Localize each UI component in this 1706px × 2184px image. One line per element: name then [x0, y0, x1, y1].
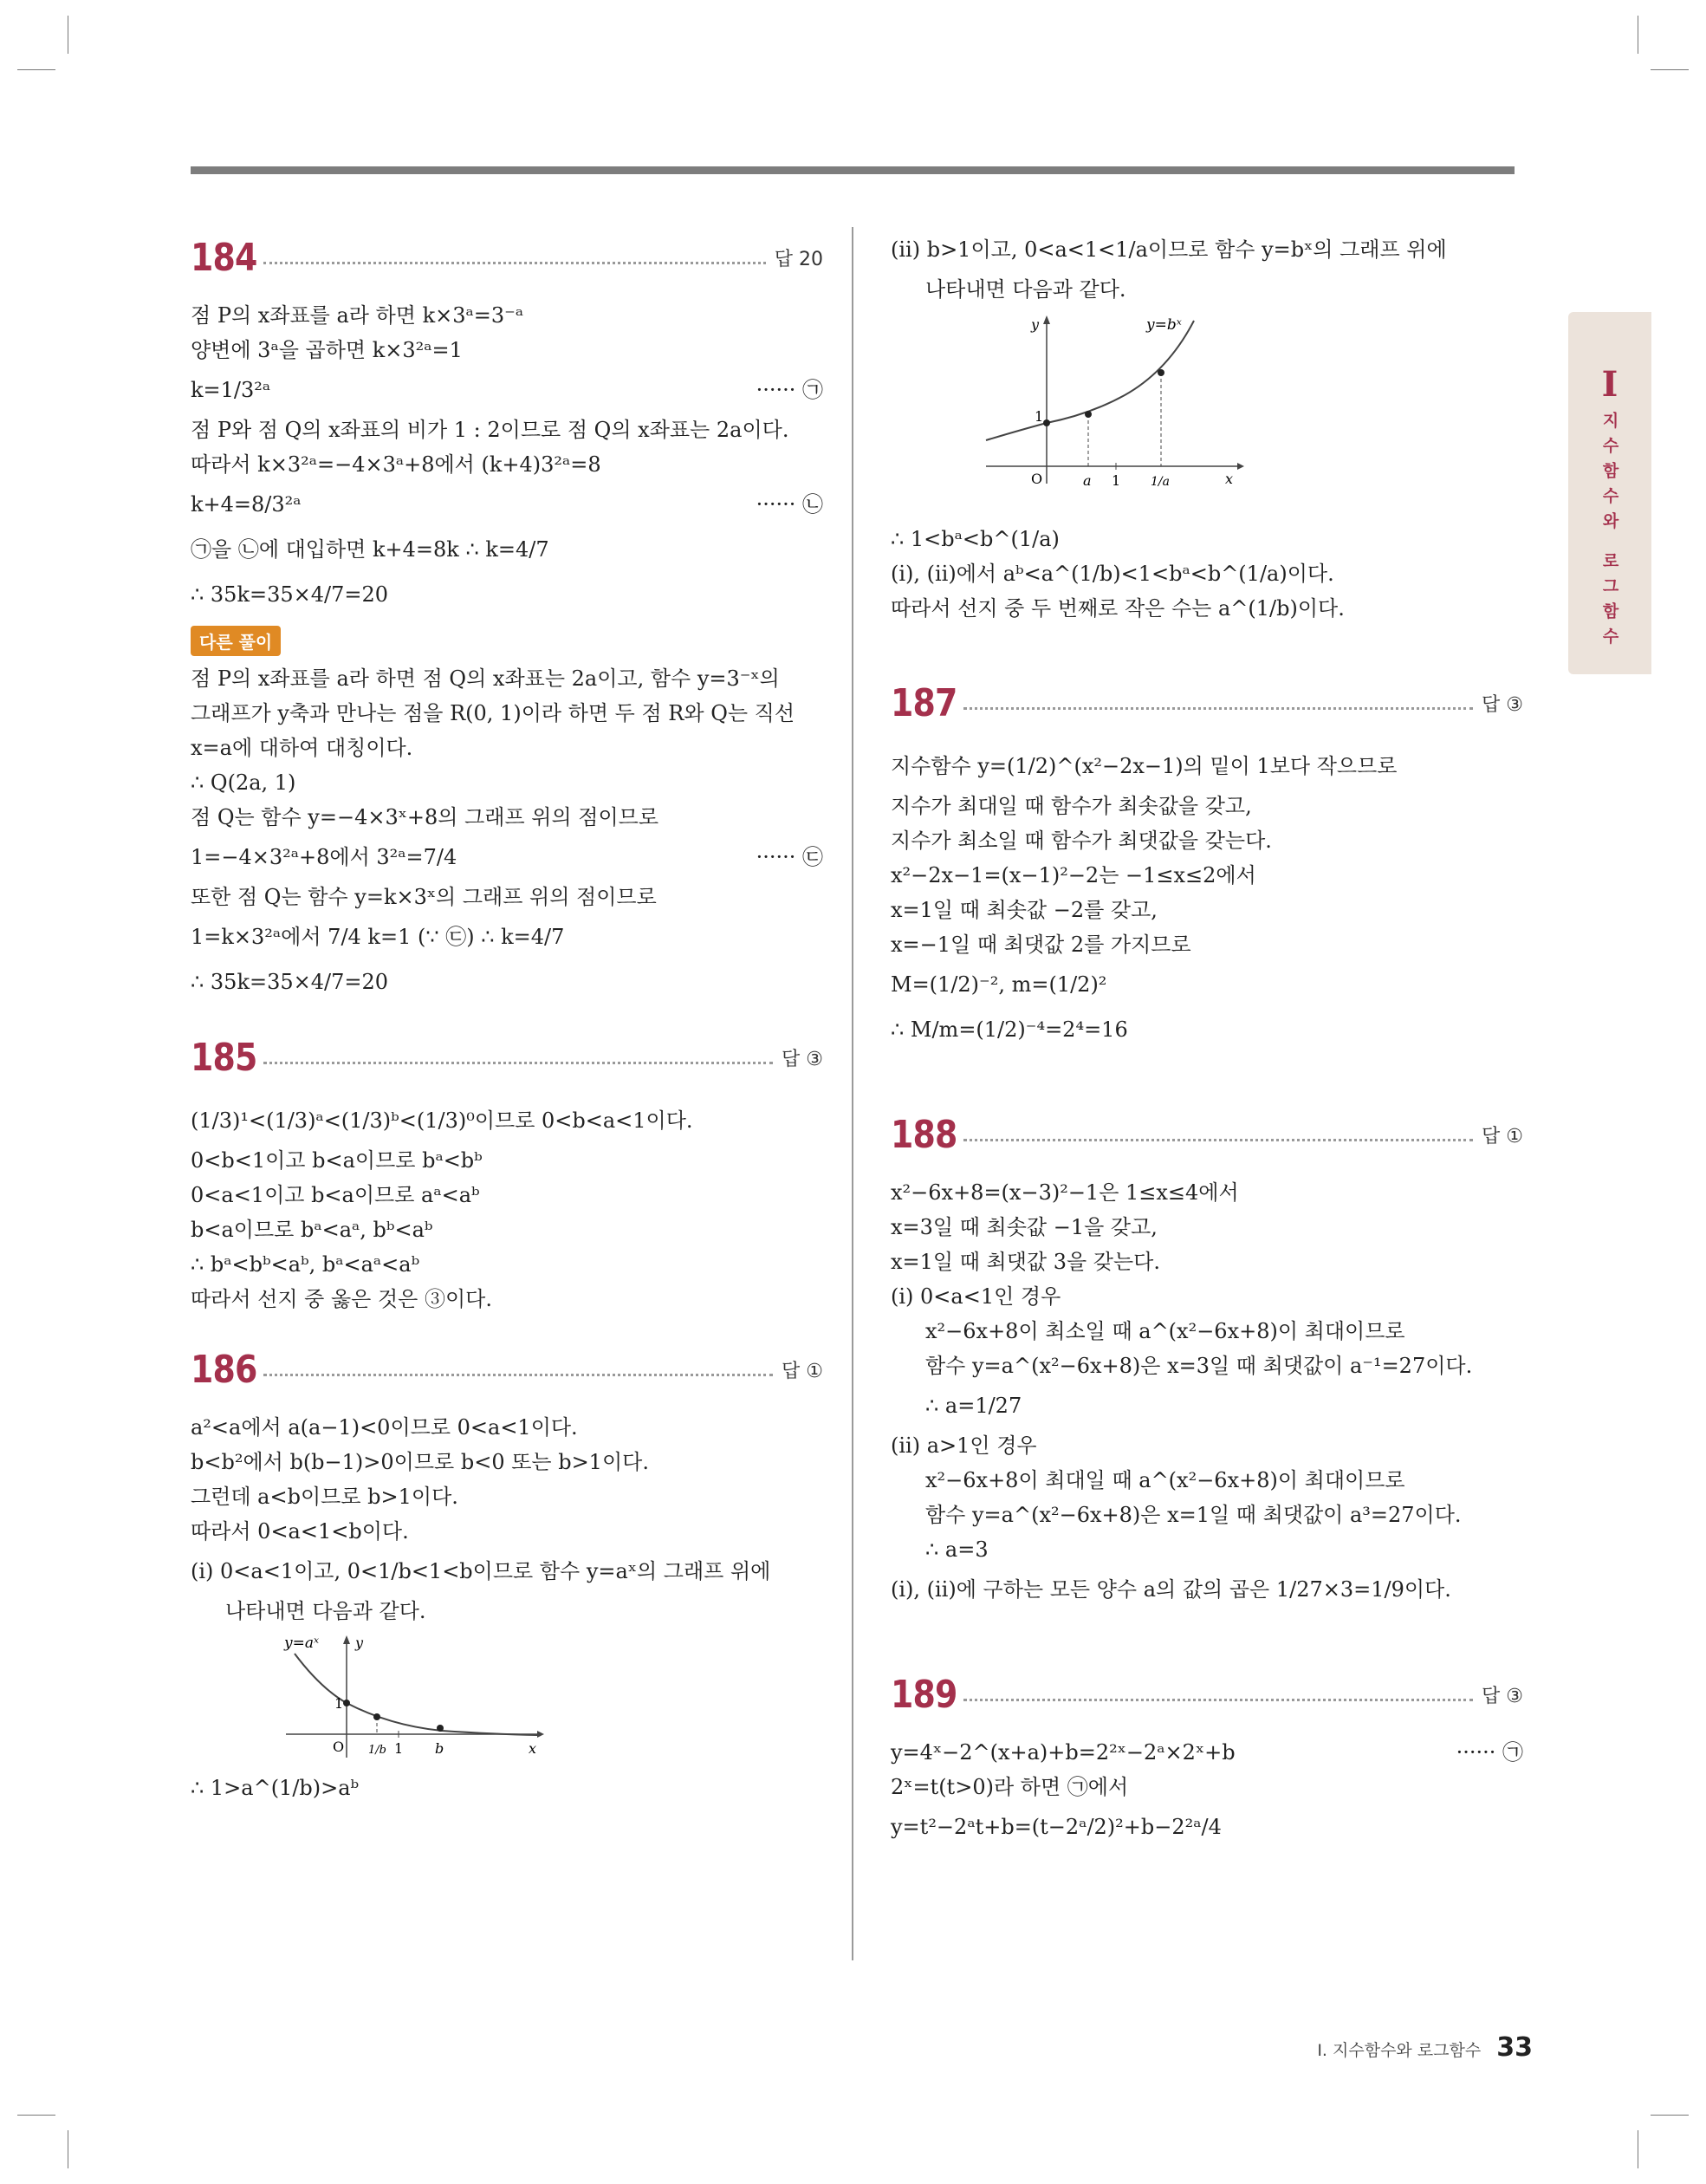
problem-number: 185 [191, 1035, 257, 1080]
solution-line: ∴ 1>a^(1/b)>aᵇ [191, 1776, 360, 1800]
solution-line: b<a이므로 bᵃ<aᵃ, bᵇ<aᵇ [191, 1218, 433, 1242]
solution-line: (ⅰ) 0<a<1이고, 0<1/b<1<b이므로 함수 y=aˣ의 그래프 위에 [191, 1559, 771, 1583]
problem-header [191, 1339, 823, 1400]
solution-line: (ⅱ) b>1이고, 0<a<1<1/a이므로 함수 y=bˣ의 그래프 위에 [891, 237, 1447, 262]
curve-point [1085, 411, 1092, 418]
solution-line: x²−6x+8이 최소일 때 a^(x²−6x+8)이 최대이므로 [925, 1319, 1405, 1343]
answer-label: 답 ③ [1482, 1685, 1523, 1707]
x-axis-label: x [1225, 471, 1234, 487]
solution-line: 지수가 최소일 때 함수가 최댓값을 갖는다. [891, 829, 1272, 853]
solution-line: 지수가 최대일 때 함수가 최솟값을 갖고, [891, 794, 1252, 818]
equation-tag: ······ ㉢ [756, 845, 823, 869]
problem-header [891, 673, 1523, 733]
solution-line: x=1일 때 최댓값 3을 갖는다. [891, 1250, 1160, 1274]
chapter-side-tab [1568, 312, 1651, 674]
leader-dots [263, 1062, 773, 1064]
solution-line: ∴ bᵃ<bᵇ<aᵇ, bᵃ<aᵃ<aᵇ [191, 1252, 420, 1277]
problem-header [891, 1104, 1523, 1165]
solution-line: ∴ a=1/27 [925, 1394, 1022, 1418]
solution-line: 양변에 3ᵃ을 곱하면 k×3²ᵃ=1 [191, 338, 463, 362]
solution-line [191, 482, 823, 527]
answer-label: 답 ① [782, 1360, 823, 1382]
curve-point [437, 1725, 444, 1732]
solution-line: 지수함수 y=(1/2)^(x²−2x−1)의 밑이 1보다 작으므로 [891, 754, 1398, 778]
problem-186 [191, 1339, 823, 1810]
problem-number: 184 [191, 235, 257, 280]
graph-increasing-exponential [969, 310, 1246, 518]
solution-line: 따라서 선지 중 두 번째로 작은 수는 a^(1/b)이다. [891, 596, 1345, 621]
equation-text: k+4=8/3²ᵃ [191, 492, 302, 517]
solution-line: 점 P와 점 Q의 x좌표의 비가 1 : 2이므로 점 Q의 x좌표는 2a이다. [191, 418, 789, 442]
solution-line [191, 835, 823, 880]
equation-tag: ······ ㉡ [756, 492, 823, 517]
answer-label: 답 20 [774, 248, 823, 270]
solution-line: 함수 y=a^(x²−6x+8)은 x=3일 때 최댓값이 a⁻¹=27이다. [925, 1354, 1473, 1378]
leader-dots [963, 1699, 1473, 1701]
problem-185 [191, 1027, 823, 1316]
solution-line: x=1일 때 최솟값 −2를 갖고, [891, 898, 1158, 922]
tick-label: 1/a [1151, 475, 1170, 489]
solution-line: 그런데 a<b이므로 b>1이다. [191, 1485, 458, 1509]
problem-188 [891, 1104, 1523, 1612]
leader-dots [263, 262, 766, 264]
solution-line: 1=k×3²ᵃ에서 7/4 k=1 (∵ ㉢) ∴ k=4/7 [191, 925, 565, 949]
x-axis-arrow [1237, 463, 1244, 470]
solution-line: 나타내면 다음과 같다. [225, 1599, 426, 1623]
solution-line: (1/3)¹<(1/3)ᵃ<(1/3)ᵇ<(1/3)⁰이므로 0<b<a<1이다. [191, 1108, 693, 1133]
solution-line: 함수 y=a^(x²−6x+8)은 x=1일 때 최댓값이 a³=27이다. [925, 1503, 1462, 1527]
curve-label: y=bˣ [1146, 316, 1182, 334]
solution-line [191, 367, 823, 413]
curve-label: y=aˣ [284, 1635, 320, 1652]
origin-label: O [1031, 471, 1043, 487]
y-intercept-label: 1 [1035, 408, 1044, 425]
graph-decreasing-exponential [269, 1632, 546, 1762]
leader-dots [263, 1374, 773, 1376]
solution-line: x²−2x−1=(x−1)²−2는 −1≤x≤2에서 [891, 863, 1256, 887]
answer-label: 답 ③ [1482, 693, 1523, 716]
y-axis-label: y [1031, 316, 1040, 333]
chapter-title: 지수함수와 로그함수 [1599, 412, 1619, 653]
solution-line: ∴ a=3 [925, 1537, 989, 1562]
solution-line: ∴ M/m=(1/2)⁻⁴=2⁴=16 [891, 1017, 1128, 1042]
exponential-curve [986, 321, 1194, 440]
page-number: 33 [1496, 2032, 1533, 2063]
problem-number: 189 [891, 1672, 957, 1717]
solution-line: x²−6x+8이 최대일 때 a^(x²−6x+8)이 최대이므로 [925, 1468, 1405, 1492]
solution-line: 그래프가 y축과 만나는 점을 R(0, 1)이라 하면 두 점 R와 Q는 직선 [191, 701, 795, 725]
solution-line: 점 Q는 함수 y=−4×3ˣ+8의 그래프 위의 점이므로 [191, 805, 659, 829]
crop-mark [1651, 69, 1689, 70]
problem-header [891, 1664, 1523, 1725]
tick-label: a [1083, 472, 1092, 489]
solution-line: ∴ 35k=35×4/7=20 [191, 970, 389, 994]
answer-label: 답 ③ [782, 1048, 823, 1070]
solution-line: 점 P의 x좌표를 a라 하면 k×3ᵃ=3⁻ᵃ [191, 303, 524, 328]
solution-line: ∴ Q(2a, 1) [191, 770, 296, 795]
solution-line: (ⅰ), (ⅱ)에 구하는 모든 양수 a의 값의 곱은 1/27×3=1/9이다. [891, 1577, 1451, 1602]
tick-label: 1/b [368, 1744, 386, 1757]
problem-header [191, 227, 823, 288]
solution-line: 따라서 0<a<1<b이다. [191, 1519, 409, 1544]
solution-line: (ⅱ) a>1인 경우 [891, 1433, 1037, 1458]
solution-line: 점 P의 x좌표를 a라 하면 점 Q의 x좌표는 2a이고, 함수 y=3⁻ˣ의 [191, 666, 780, 691]
solution-line: a²<a에서 a(a−1)<0이므로 0<a<1이다. [191, 1415, 578, 1440]
problem-number: 188 [891, 1112, 957, 1157]
solution-line: 2ˣ=t(t>0)라 하면 ㉠에서 [891, 1775, 1129, 1799]
curve-point [1158, 369, 1164, 376]
solution-line: x²−6x+8=(x−3)²−1은 1≤x≤4에서 [891, 1180, 1239, 1205]
equation-tag: ······ ㉠ [1456, 1740, 1523, 1765]
solution-line: 나타내면 다음과 같다. [925, 277, 1126, 302]
intercept-point [1043, 419, 1050, 426]
y-intercept-label: 1 [334, 1695, 344, 1712]
solution-line: 0<b<1이고 b<a이므로 bᵃ<bᵇ [191, 1148, 483, 1173]
solution-line: M=(1/2)⁻², m=(1/2)² [891, 972, 1107, 997]
left-column [191, 227, 823, 1810]
chapter-roman-numeral: I [1601, 364, 1618, 405]
header-rule [191, 166, 1515, 174]
tick-label: 1 [1112, 472, 1121, 489]
solution-line: 0<a<1이고 b<a이므로 aᵃ<aᵇ [191, 1183, 480, 1207]
crop-mark [17, 2115, 55, 2116]
solution-line: 따라서 선지 중 옳은 것은 ③이다. [191, 1287, 492, 1311]
equation-tag: ······ ㉠ [756, 378, 823, 402]
solution-line: x=−1일 때 최댓값 2를 가지므로 [891, 933, 1191, 957]
origin-label: O [333, 1739, 345, 1755]
page-footer [1317, 2032, 1533, 2063]
problem-187 [891, 673, 1523, 1052]
problem-186-continued [891, 227, 1523, 626]
equation-text: k=1/3²ᵃ [191, 378, 271, 402]
problem-number: 187 [891, 680, 957, 725]
crop-mark [1651, 2115, 1689, 2116]
x-axis-label: x [529, 1740, 537, 1757]
y-axis-arrow [1043, 315, 1050, 324]
column-divider [852, 227, 853, 1960]
solution-line [891, 1735, 1523, 1770]
footer-chapter: Ⅰ. 지수함수와 로그함수 [1317, 2041, 1482, 2060]
leader-dots [963, 1139, 1473, 1141]
problem-header [191, 1027, 823, 1088]
crop-mark [17, 69, 55, 70]
solution-line: x=a에 대하여 대칭이다. [191, 736, 413, 760]
x-axis-arrow [537, 1731, 544, 1738]
curve-point [373, 1713, 380, 1720]
problem-189 [891, 1664, 1523, 1849]
solution-line: 또한 점 Q는 함수 y=k×3ˣ의 그래프 위의 점이므로 [191, 885, 657, 909]
alt-solution-badge: 다른 풀이 [191, 626, 281, 656]
solution-line: ∴ 35k=35×4/7=20 [191, 582, 389, 607]
tick-label: 1 [394, 1740, 404, 1757]
right-column [891, 227, 1523, 1849]
problem-184 [191, 227, 823, 1004]
solution-line: ㉠을 ㉡에 대입하면 k+4=8k ∴ k=4/7 [191, 537, 549, 562]
equation-text: y=4ˣ−2^(x+a)+b=2²ˣ−2ᵃ×2ˣ+b [891, 1740, 1236, 1765]
equation-text: 1=−4×3²ᵃ+8에서 3²ᵃ=7/4 [191, 845, 457, 869]
intercept-point [343, 1700, 350, 1706]
tick-label: b [435, 1740, 444, 1757]
leader-dots [963, 707, 1473, 710]
solution-line: y=t²−2ᵃt+b=(t−2ᵃ/2)²+b−2²ᵃ/4 [891, 1815, 1222, 1839]
solution-line: 따라서 k×3²ᵃ=−4×3ᵃ+8에서 (k+4)3²ᵃ=8 [191, 452, 601, 477]
solution-line: x=3일 때 최솟값 −1을 갖고, [891, 1215, 1158, 1239]
problem-number: 186 [191, 1347, 257, 1392]
y-axis-arrow [343, 1635, 350, 1644]
solution-line: (ⅰ), (ⅱ)에서 aᵇ<a^(1/b)<1<bᵃ<b^(1/a)이다. [891, 562, 1334, 586]
solution-line: (ⅰ) 0<a<1인 경우 [891, 1284, 1061, 1309]
answer-label: 답 ① [1482, 1125, 1523, 1147]
y-axis-label: y [355, 1635, 364, 1651]
solution-line: b<b²에서 b(b−1)>0이므로 b<0 또는 b>1이다. [191, 1450, 649, 1474]
exponential-curve [295, 1654, 537, 1735]
solution-line: ∴ 1<bᵃ<b^(1/a) [891, 527, 1060, 551]
